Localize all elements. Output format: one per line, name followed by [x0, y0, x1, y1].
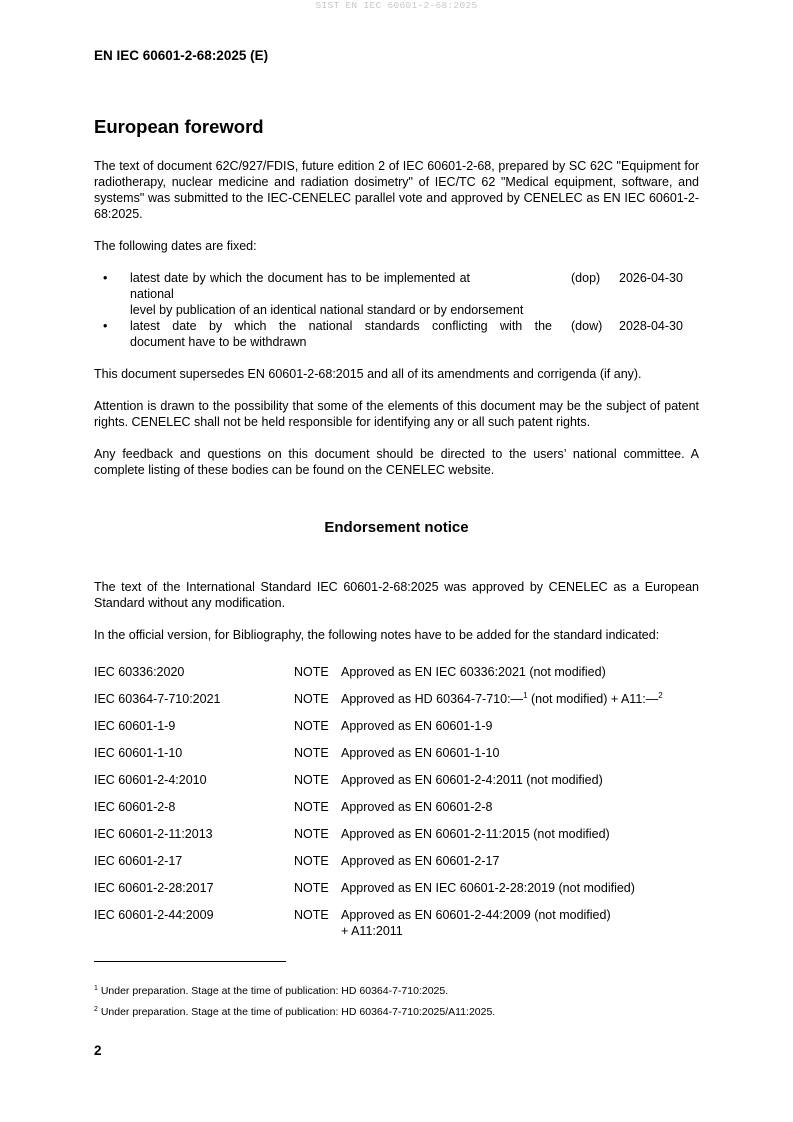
- note-text: [341, 691, 721, 707]
- note-text: Approved as EN IEC 60336:2021 (not modified): [341, 665, 606, 679]
- feedback-paragraph: Any feedback and questions on this document should be directed to the users’ national committee. A complete listing of these bodies can be found on the CENELEC website.: [94, 447, 699, 477]
- date-code: (dop): [571, 271, 601, 285]
- table-row: [94, 880, 714, 907]
- table-row: [94, 853, 714, 880]
- standard-ref: IEC 60601-2-8: [94, 800, 176, 814]
- standard-ref: IEC 60601-2-17: [94, 854, 183, 868]
- note-label: NOTE: [294, 773, 329, 787]
- date-item-line2: level by publication of an identical national standard or by endorsement: [130, 303, 524, 317]
- table-row: [94, 772, 714, 799]
- date-code: (dow): [571, 319, 603, 333]
- standard-ref: IEC 60364-7-710:2021: [94, 692, 221, 706]
- date-item-text: [130, 318, 620, 350]
- standard-ref: IEC 60601-2-11:2013: [94, 827, 213, 841]
- supersedes-paragraph: This document supersedes EN 60601-2-68:2015 and all of its amendments and corrigenda (if any).: [94, 367, 642, 381]
- note-text: Approved as EN 60601-1-10: [341, 746, 500, 760]
- footnote-1: [94, 985, 448, 998]
- standard-ref: IEC 60601-2-28:2017: [94, 881, 214, 895]
- note-label: NOTE: [294, 665, 329, 679]
- note-text: Approved as EN 60601-2-4:2011 (not modified): [341, 773, 603, 787]
- standard-ref: IEC 60601-1-10: [94, 746, 183, 760]
- footnote-text: Under preparation. Stage at the time of publication: HD 60364-7-710:2025/A11:2025.: [97, 1006, 496, 1018]
- bibliography-notes-table: [94, 664, 714, 941]
- table-row: [94, 799, 714, 826]
- note-label: NOTE: [294, 827, 329, 841]
- date-item-line1: latest date by which the document has to be implemented at national: [130, 271, 470, 301]
- table-row: [94, 907, 714, 941]
- note-text: Approved as EN IEC 60601-2-28:2019 (not modified): [341, 881, 635, 895]
- table-row: [94, 826, 714, 853]
- note-label: NOTE: [294, 881, 329, 895]
- patent-paragraph: Attention is drawn to the possibility that some of the elements of this document may be the subject of patent rights. CENELEC shall not be held responsible for identifying any or all such patent rights.: [94, 399, 699, 429]
- watermark: SIST EN IEC 60601-2-68:2025: [315, 0, 478, 11]
- footnote-mark: 1: [94, 985, 98, 992]
- standard-ref: IEC 60601-1-9: [94, 719, 176, 733]
- footnote-ref[interactable]: 2: [658, 691, 663, 700]
- foreword-paragraph: The text of document 62C/927/FDIS, future edition 2 of IEC 60601-2-68, prepared by SC 62C "Equipment for radiotherapy, nuclear medicine and radiation dosimetry" of IEC/TC 62 "Medical equipment, software, and systems" was submitted to the IEC-CENELEC parallel vote and approved by CENELEC as EN IEC 60601-2-68:2025.: [94, 159, 699, 221]
- note-label: NOTE: [294, 800, 329, 814]
- european-foreword-title: European foreword: [94, 116, 264, 137]
- date-item-line1: latest date by which the national standards conflicting with the: [130, 319, 552, 333]
- table-row: [94, 718, 714, 745]
- document-id-header: EN IEC 60601-2-68:2025 (E): [94, 48, 269, 63]
- note-text: Approved as EN 60601-1-9: [341, 719, 493, 733]
- table-row: [94, 664, 714, 691]
- note-text-part: (not modified) + A11:—: [527, 692, 659, 706]
- footnote-mark: 2: [94, 1006, 98, 1013]
- standard-ref: IEC 60601-2-44:2009: [94, 908, 214, 922]
- date-item-text: [130, 270, 620, 318]
- standard-ref: IEC 60601-2-4:2010: [94, 773, 207, 787]
- note-text: [341, 907, 721, 939]
- date-value: 2028-04-30: [619, 319, 683, 333]
- note-text-part: Approved as HD 60364-7-710:—: [341, 692, 524, 706]
- footnote-text: Under preparation. Stage at the time of publication: HD 60364-7-710:2025.: [97, 985, 449, 997]
- date-item-dow: [94, 318, 699, 352]
- note-label: NOTE: [294, 746, 329, 760]
- note-label: NOTE: [294, 719, 329, 733]
- note-text: Approved as EN 60601-2-8: [341, 800, 493, 814]
- footnote-divider: [94, 961, 286, 962]
- standard-ref: IEC 60336:2020: [94, 665, 185, 679]
- note-text: Approved as EN 60601-2-17: [341, 854, 500, 868]
- bibliography-intro: In the official version, for Bibliography, the following notes have to be added for the standard indicated:: [94, 628, 660, 642]
- note-label: NOTE: [294, 908, 329, 922]
- note-text-line: Approved as EN 60601-2-44:2009 (not modified): [341, 908, 611, 922]
- note-label: NOTE: [294, 692, 329, 706]
- dates-intro: The following dates are fixed:: [94, 239, 257, 253]
- table-row: [94, 745, 714, 772]
- bullet-icon: •: [103, 271, 108, 285]
- date-item-line2: document have to be withdrawn: [130, 335, 307, 349]
- bullet-icon: •: [103, 319, 108, 333]
- note-text: Approved as EN 60601-2-11:2015 (not modified): [341, 827, 610, 841]
- note-text-line: + A11:2011: [341, 924, 403, 938]
- footnote-2: [94, 1006, 495, 1019]
- date-value: 2026-04-30: [619, 271, 683, 285]
- table-row: [94, 691, 714, 718]
- endorsement-notice-title: Endorsement notice: [324, 519, 469, 536]
- note-label: NOTE: [294, 854, 329, 868]
- page-number: 2: [94, 1043, 102, 1058]
- footnote-ref[interactable]: 1: [523, 691, 528, 700]
- date-item-dop: [94, 270, 699, 317]
- endorsement-paragraph: The text of the International Standard IEC 60601-2-68:2025 was approved by CENELEC as a European Standard without any modification.: [94, 580, 699, 610]
